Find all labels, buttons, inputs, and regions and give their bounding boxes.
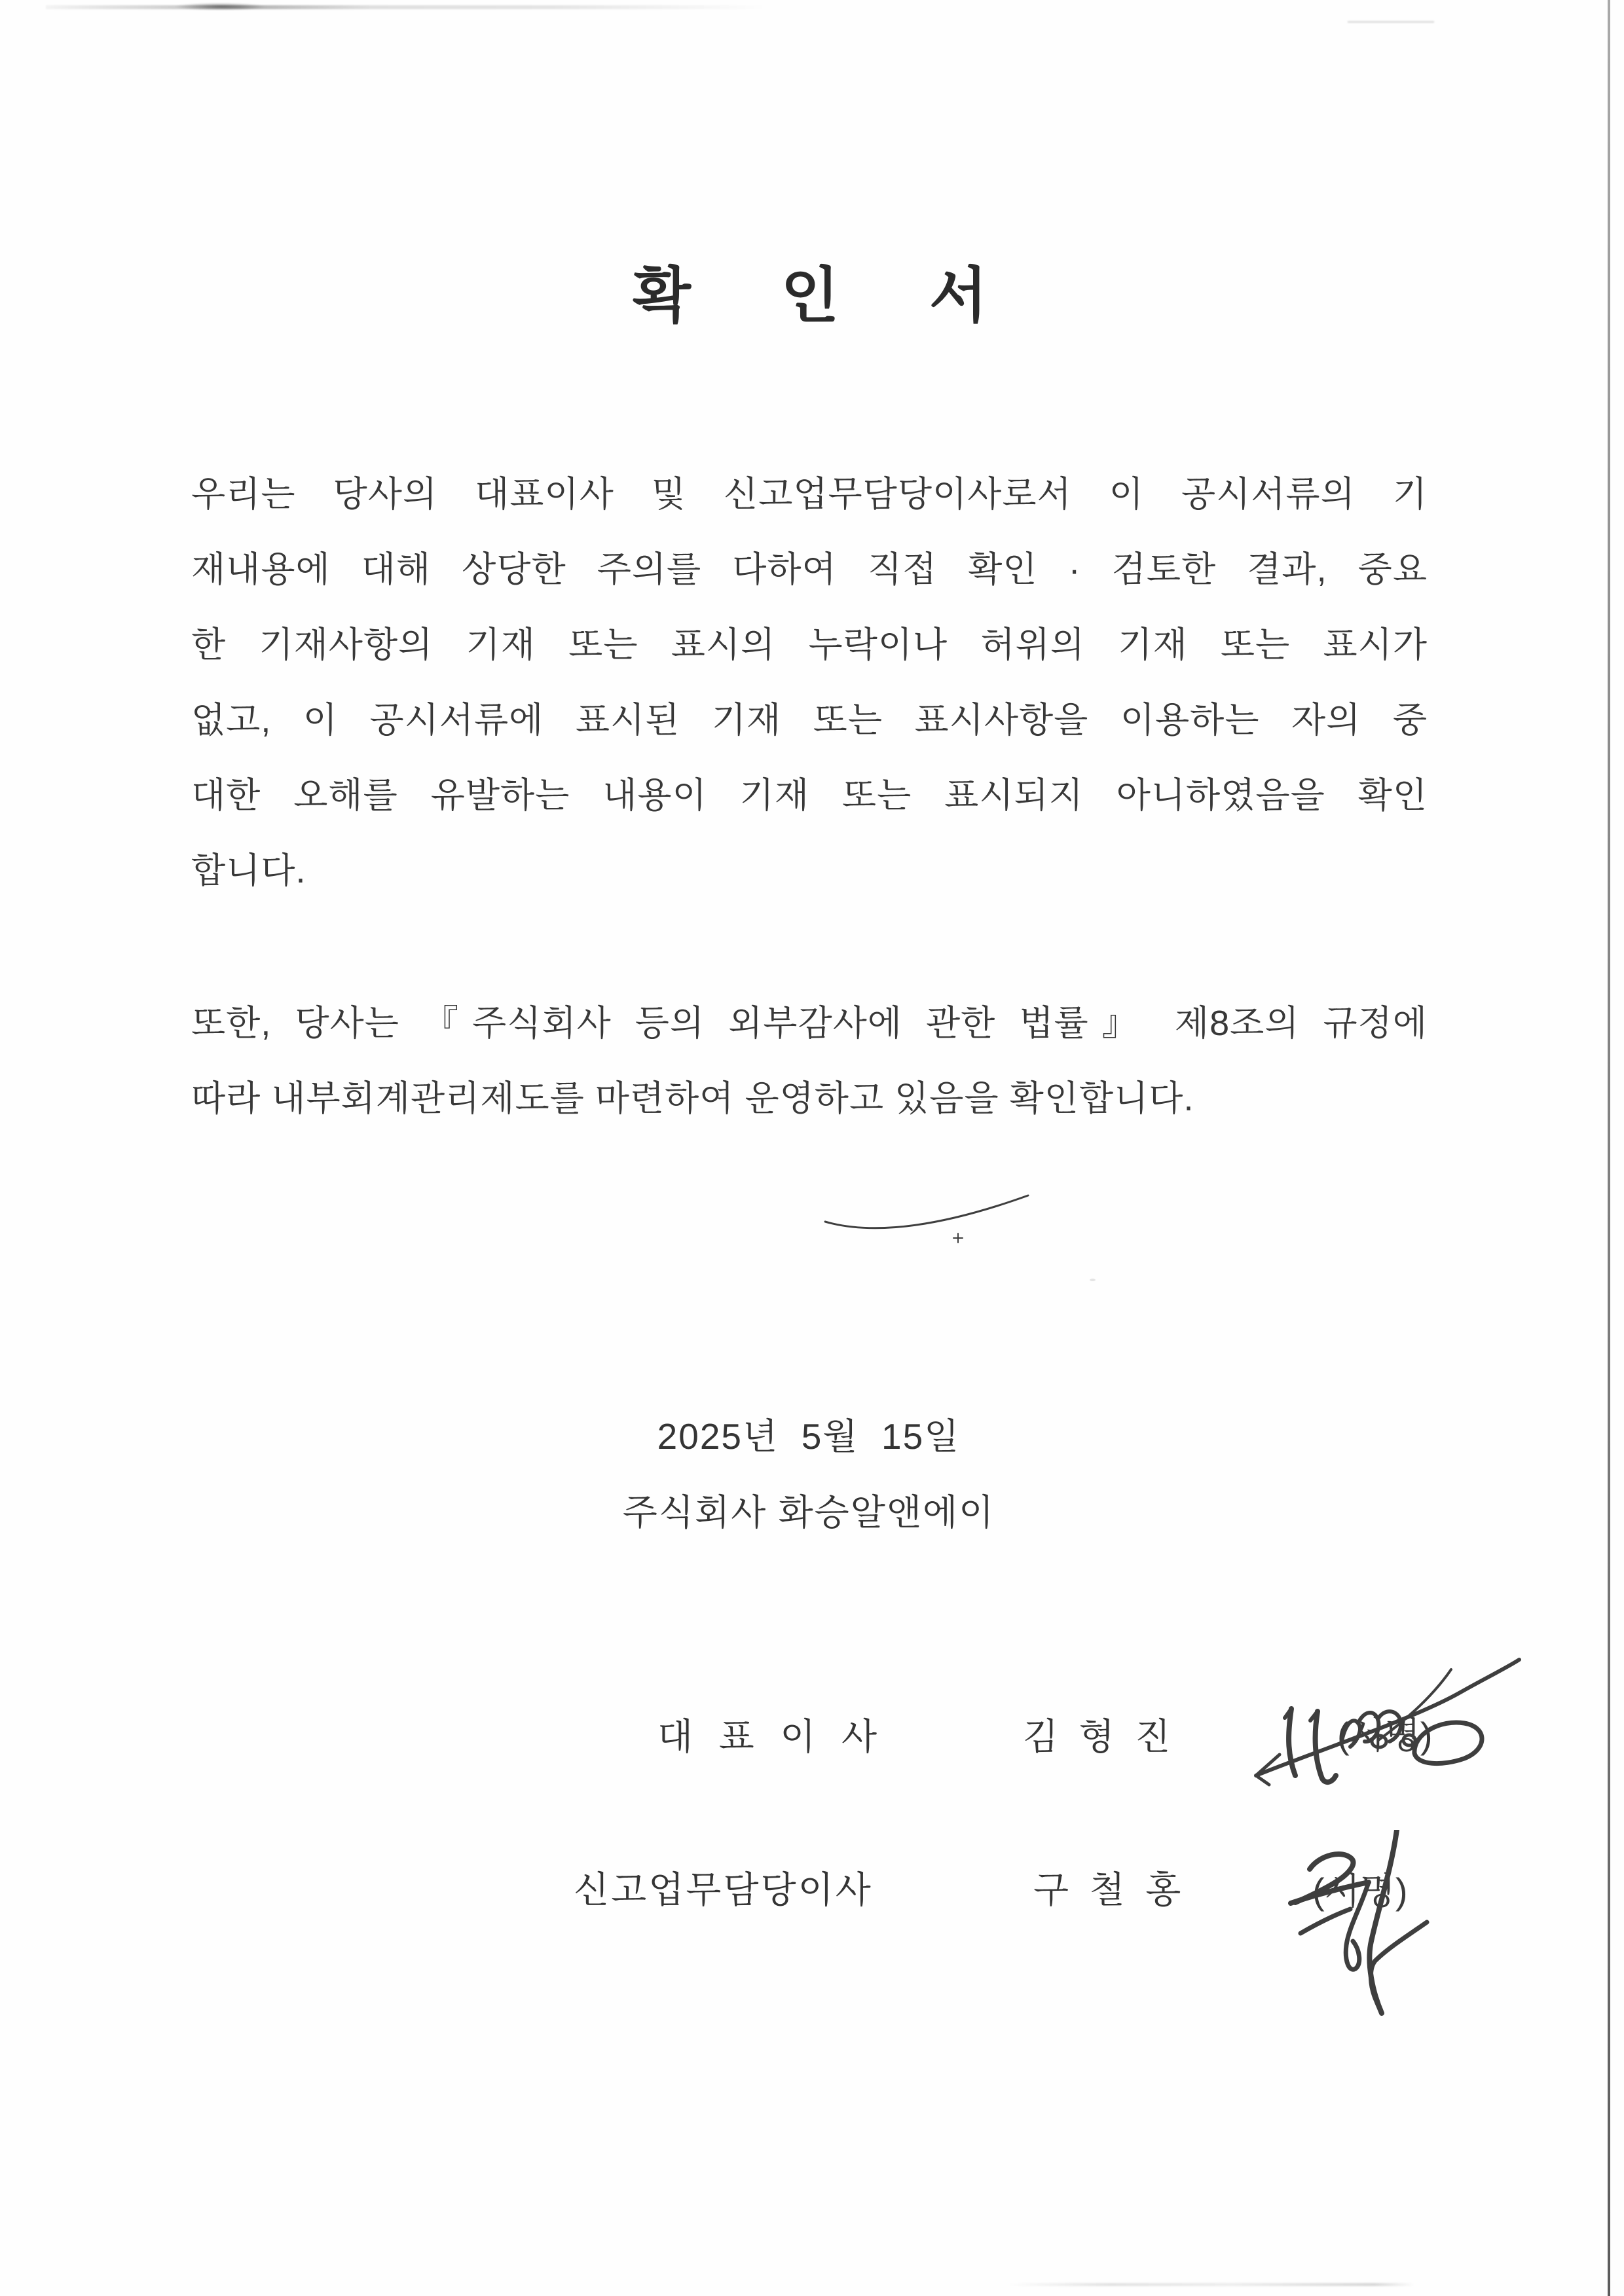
scan-faint-arc [812, 1178, 1048, 1257]
scan-top-smudge [174, 3, 266, 10]
signature-placeholder: (서명) [1337, 1715, 1433, 1756]
body-line: 또한, 당사는 『주식회사 등의 외부감사에 관한 법률』 제8조의 규정에 [191, 1004, 1428, 1043]
scan-bottom-streak [1008, 2283, 1414, 2286]
signer-role-reporting-director: 신고업무담당이사 [574, 1869, 873, 1910]
body-line: 재내용에 대해 상당한 주의를 다하여 직접 확인 · 검토한 결과, 중요 [191, 550, 1428, 589]
body-line: 따라 내부회계관리제도를 마련하여 운영하고 있음을 확인합니다. [191, 1079, 1194, 1118]
body-line: 한 기재사항의 기재 또는 표시의 누락이나 허위의 기재 또는 표시가 [191, 625, 1428, 665]
scan-speck [1090, 1279, 1096, 1281]
scan-right-edge-line [1608, 0, 1610, 2296]
signer-role-ceo: 대 표 이 사 [657, 1716, 877, 1757]
scan-top-right-mark [1348, 21, 1434, 23]
body-line: 우리는 당사의 대표이사 및 신고업무담당이사로서 이 공시서류의 기 [191, 475, 1428, 514]
paragraph-2 [191, 986, 1428, 1137]
signature-placeholder: (서명) [1312, 1870, 1408, 1912]
body-line: 합니다. [191, 851, 306, 890]
date-line: 2025년 5월 15일 [657, 1416, 961, 1457]
signer-name-reporting-director: 구 철 홍 [1033, 1869, 1181, 1910]
body-line: 없고, 이 공시서류에 표시된 기재 또는 표시사항을 이용하는 자의 중 [191, 701, 1428, 740]
handwritten-signature-1 [1244, 1584, 1585, 1794]
page-title: 확 인 서 [633, 263, 991, 329]
scan-top-streak [46, 5, 766, 9]
company-name: 주식회사 화승알앤에이 [622, 1492, 995, 1533]
body-line: 대한 오해를 유발하는 내용이 기재 또는 표시되지 아니하였음을 확인 [191, 776, 1428, 815]
paragraph-1 [191, 457, 1428, 909]
handwritten-signature-2 [1270, 1830, 1441, 2026]
signer-name-ceo: 김 형 진 [1023, 1716, 1171, 1757]
